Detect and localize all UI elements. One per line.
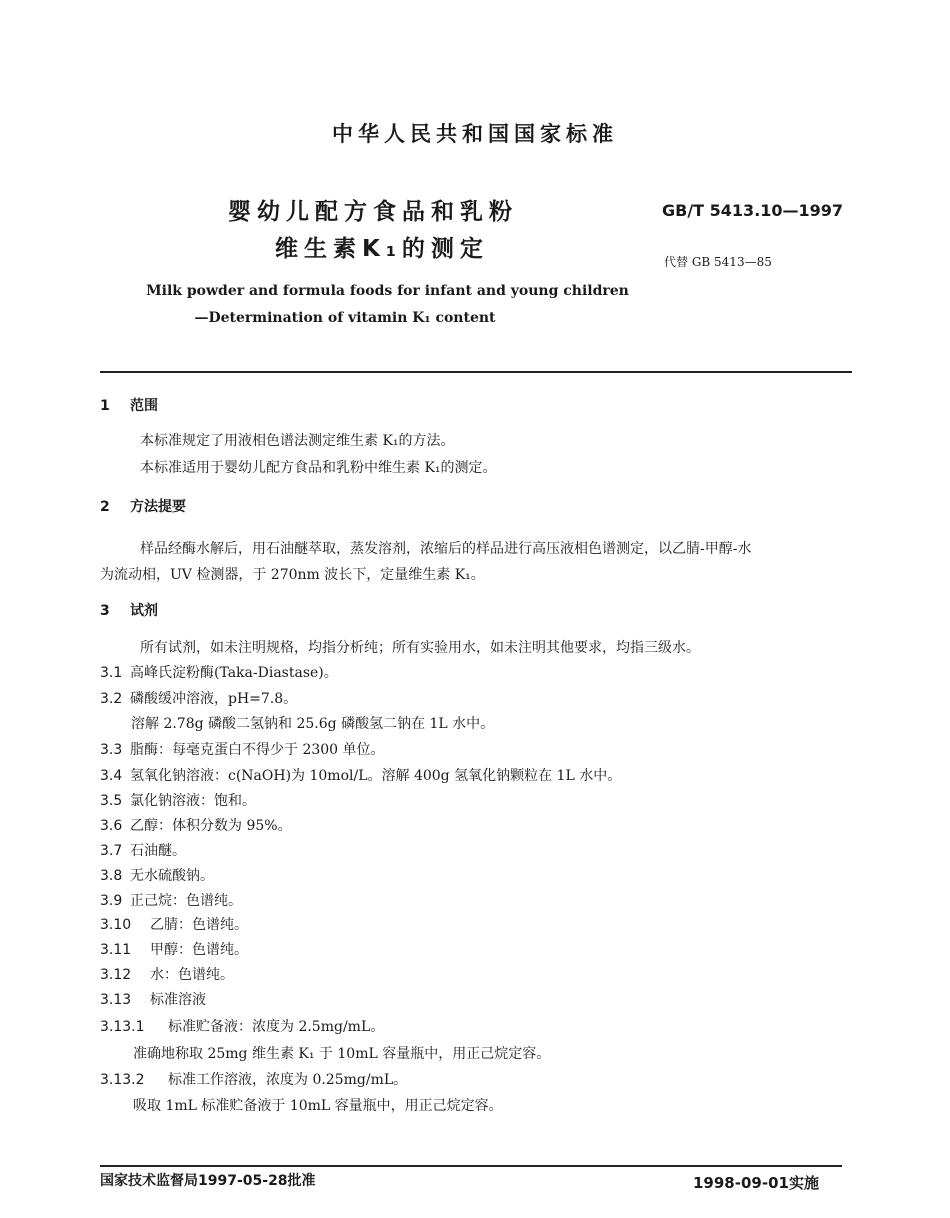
item-number: 3.9	[100, 893, 123, 909]
reagent-item-detail: 准确地称取 25mg 维生素 K₁ 于 10mL 容量瓶中，用正己烷定容。	[133, 1046, 551, 1062]
item-number: 3.4	[100, 768, 123, 784]
reagent-item	[100, 1016, 384, 1036]
reagent-item	[100, 739, 385, 759]
reagent-item	[100, 890, 242, 910]
section-number: 1	[100, 398, 110, 414]
section-title: 范围	[130, 398, 158, 414]
document-title-cn-line2: 维生素K₁的测定	[275, 236, 489, 262]
item-text: 氯化钠溶液：饱和。	[130, 793, 256, 809]
item-number: 3.10	[100, 917, 132, 933]
item-number: 3.8	[100, 868, 123, 884]
item-number: 3.3	[100, 742, 123, 758]
item-text: 标准溶液	[150, 992, 206, 1008]
reagent-item	[100, 865, 214, 885]
item-number: 3.7	[100, 843, 123, 859]
section-3-heading	[100, 600, 158, 620]
reagent-item	[100, 662, 338, 682]
item-text: 无水硫酸钠。	[130, 868, 214, 884]
item-number: 3.6	[100, 818, 123, 834]
section-2-paragraph-2: 为流动相，UV 检测器，于 270nm 波长下，定量维生素 K₁。	[100, 567, 485, 583]
replaces-standard: 代替 GB 5413—85	[664, 255, 772, 269]
item-text: 标准贮备液：浓度为 2.5mg/mL。	[168, 1019, 385, 1035]
section-2-paragraph-1: 样品经酶水解后，用石油醚萃取，蒸发溶剂，浓缩后的样品进行高压液相色谱测定，以乙腈-甲醇-水	[140, 541, 752, 557]
item-number: 3.13	[100, 992, 132, 1008]
document-title-cn-line1: 婴幼儿配方食品和乳粉	[228, 199, 518, 225]
reagent-item	[100, 840, 186, 860]
item-text: 水：色谱纯。	[150, 967, 234, 983]
item-text: 氢氧化钠溶液：c(NaOH)为 10mol/L。溶解 400g 氢氧化钠颗粒在 1L 水中。	[130, 768, 622, 784]
header-divider	[100, 371, 852, 373]
item-text: 高峰氏淀粉酶(Taka-Diastase)。	[130, 665, 338, 681]
standard-number: GB/T 5413.10—1997	[662, 201, 844, 220]
item-number: 3.12	[100, 967, 132, 983]
footer-divider	[100, 1165, 842, 1167]
item-number: 3.5	[100, 793, 123, 809]
item-text: 标准工作溶液，浓度为 0.25mg/mL。	[168, 1072, 408, 1088]
reagent-item-detail: 吸取 1mL 标准贮备液于 10mL 容量瓶中，用正己烷定容。	[133, 1098, 503, 1114]
item-number: 3.2	[100, 691, 123, 707]
section-2-heading	[100, 496, 186, 516]
item-text: 磷酸缓冲溶液，pH=7.8。	[130, 691, 298, 707]
national-standard-heading: 中华人民共和国国家标准	[332, 122, 618, 146]
section-number: 2	[100, 499, 110, 515]
reagent-item	[100, 939, 248, 959]
reagent-item	[100, 790, 256, 810]
reagent-item	[100, 688, 297, 708]
document-title-en-line1: Milk powder and formula foods for infant and young children	[146, 283, 629, 299]
item-number: 3.13.2	[100, 1072, 145, 1088]
item-text: 乙醇：体积分数为 95%。	[130, 818, 292, 834]
document-title-en-line2: —Determination of vitamin K₁ content	[194, 310, 496, 326]
section-1-heading	[100, 395, 158, 415]
section-1-paragraph-2: 本标准适用于婴幼儿配方食品和乳粉中维生素 K₁的测定。	[140, 460, 497, 476]
item-text: 正己烷：色谱纯。	[130, 893, 242, 909]
item-text: 石油醚。	[130, 843, 186, 859]
item-text: 甲醇：色谱纯。	[150, 942, 248, 958]
section-1-paragraph-1: 本标准规定了用液相色谱法测定维生素 K₁的方法。	[140, 433, 455, 449]
section-number: 3	[100, 603, 110, 619]
item-text: 脂酶：每毫克蛋白不得少于 2300 单位。	[130, 742, 385, 758]
reagent-item	[100, 964, 234, 984]
implementation-date: 1998-09-01实施	[693, 1174, 819, 1192]
reagent-item	[100, 1069, 407, 1089]
section-3-intro: 所有试剂，如未注明规格，均指分析纯；所有实验用水，如未注明其他要求，均指三级水。	[140, 640, 700, 656]
section-title: 试剂	[130, 603, 158, 619]
item-number: 3.13.1	[100, 1019, 145, 1035]
reagent-item	[100, 815, 292, 835]
item-number: 3.11	[100, 942, 132, 958]
item-text: 乙腈：色谱纯。	[150, 917, 248, 933]
reagent-item	[100, 765, 621, 785]
reagent-item	[100, 989, 206, 1009]
reagent-item	[100, 914, 248, 934]
item-number: 3.1	[100, 665, 123, 681]
section-title: 方法提要	[130, 499, 186, 515]
approval-statement: 国家技术监督局1997-05-28批准	[100, 1173, 316, 1189]
reagent-item-detail: 溶解 2.78g 磷酸二氢钠和 25.6g 磷酸氢二钠在 1L 水中。	[131, 716, 495, 732]
